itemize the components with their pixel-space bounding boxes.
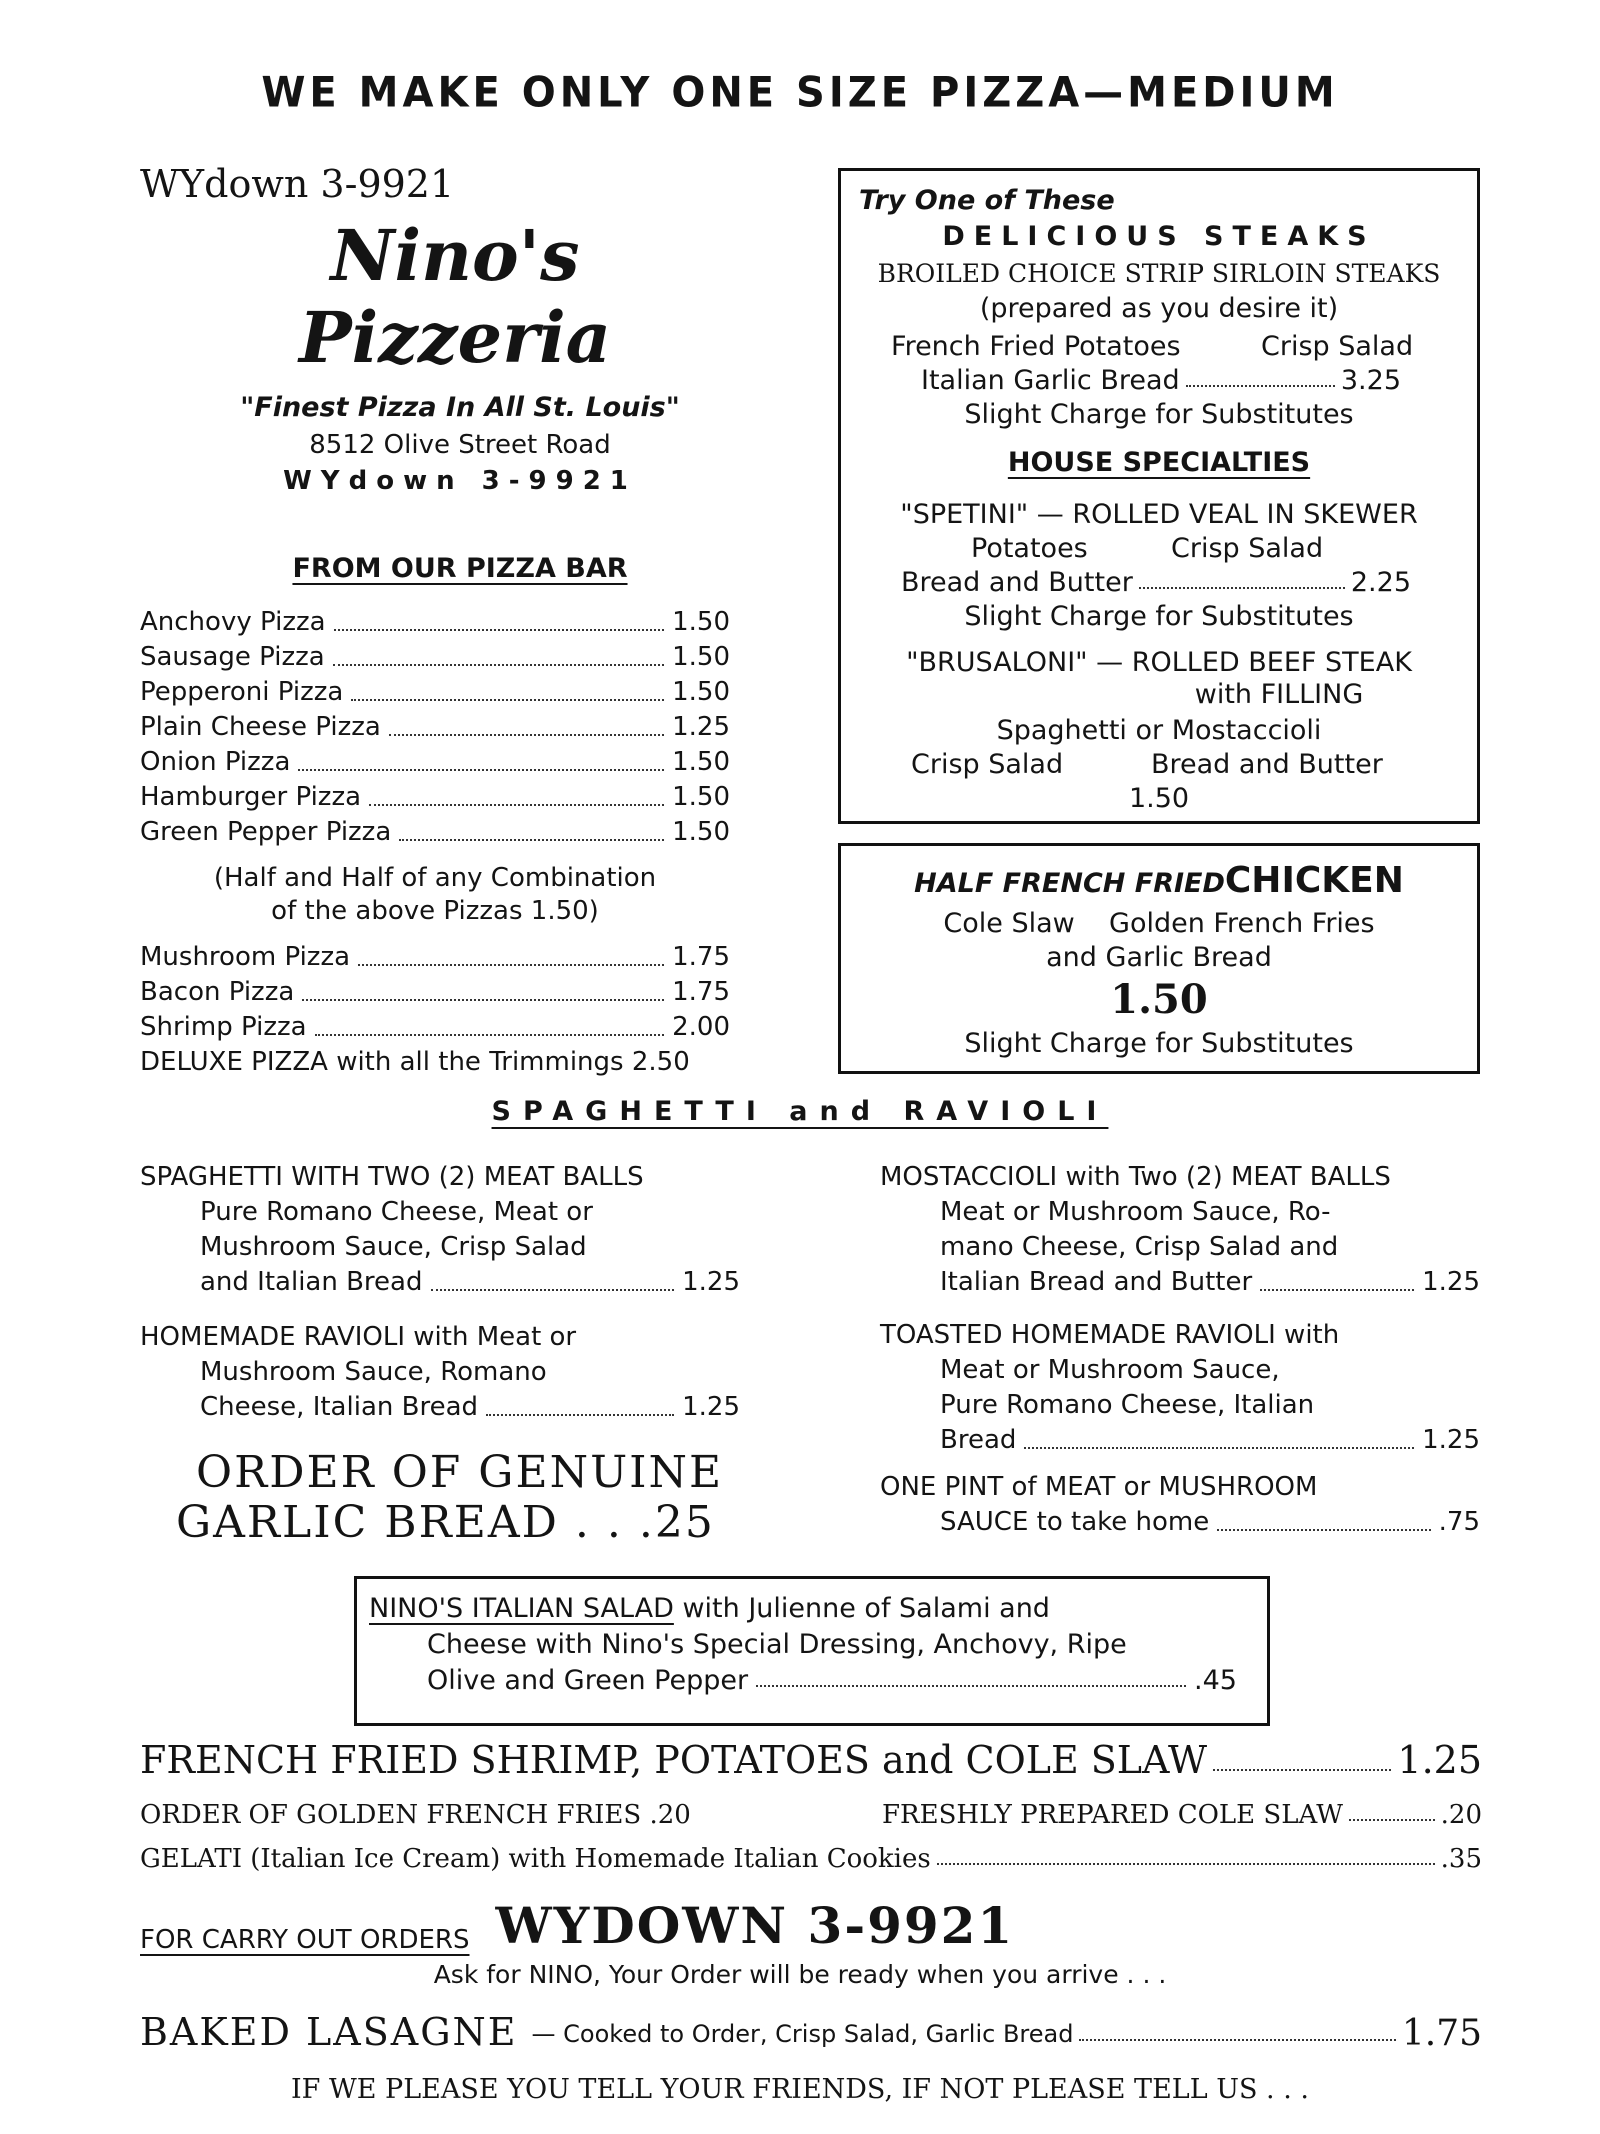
chicken-title-a: HALF FRENCH FRIED	[914, 868, 1225, 899]
salad-line-3	[427, 1665, 1237, 1696]
ravioli-item	[140, 1320, 740, 1425]
item-title: SPAGHETTI WITH TWO (2) MEAT BALLS	[140, 1162, 644, 1192]
steaks-intro: Try One of These	[859, 185, 1115, 216]
menu-row	[140, 975, 730, 1010]
slaw-row	[882, 1800, 1482, 1830]
item-desc: Mushroom Sauce, Romano	[200, 1357, 547, 1387]
item-name: Shrimp Pizza	[140, 1012, 307, 1042]
menu-row	[140, 605, 730, 640]
item-title: HOMEMADE RAVIOLI with Meat or	[140, 1322, 577, 1352]
lasagne-row	[140, 2010, 1482, 2054]
chicken-line: and Garlic Bread	[1046, 942, 1272, 973]
menu-row	[140, 745, 730, 780]
item-price: 1.50	[672, 642, 730, 672]
item-price: 1.50	[672, 677, 730, 707]
item-desc: Mushroom Sauce, Crisp Salad	[200, 1232, 587, 1262]
restaurant-logo	[290, 215, 620, 379]
item-desc: and Italian Bread	[200, 1267, 423, 1297]
item-desc: Meat or Mushroom Sauce,	[940, 1355, 1280, 1385]
half-and-half-note	[140, 862, 730, 928]
salad-desc: with Julienne of Salami and	[673, 1593, 1050, 1624]
shrimp-row	[140, 1738, 1482, 1782]
lasagne-desc: — Cooked to Order, Crisp Salad, Garlic Bread	[531, 2020, 1074, 2048]
item-price: 1.50	[672, 817, 730, 847]
spetini-note: Slight Charge for Substitutes	[964, 601, 1354, 632]
item-title: ONE PINT of MEAT or MUSHROOM	[880, 1472, 1318, 1502]
salad-box	[354, 1576, 1270, 1726]
fries-item: ORDER OF GOLDEN FRENCH FRIES .20	[140, 1800, 691, 1830]
pizza-bar-heading: FROM OUR PIZZA BAR	[292, 553, 628, 584]
item-name: Bread and Butter	[901, 567, 1133, 598]
slaw-name: FRESHLY PREPARED COLE SLAW	[882, 1800, 1343, 1830]
menu-row	[140, 815, 730, 850]
spaghetti-heading: SPAGHETTI and RAVIOLI	[491, 1096, 1109, 1127]
item-price: 1.50	[672, 747, 730, 777]
item-name: Sausage Pizza	[140, 642, 325, 672]
menu-row	[140, 710, 730, 745]
garlic-bread-offer	[176, 1448, 756, 1548]
item-price: 1.25	[682, 1267, 740, 1297]
shrimp-price: 1.25	[1397, 1738, 1482, 1782]
carry-out-label: FOR CARRY OUT ORDERS	[140, 1925, 470, 1955]
spaghetti-item	[140, 1160, 740, 1300]
item-name: Bacon Pizza	[140, 977, 295, 1007]
tagline: "Finest Pizza In All St. Louis"	[240, 392, 680, 423]
address: 8512 Olive Street Road	[309, 430, 611, 460]
menu-row	[140, 1045, 730, 1080]
ask-for-nino: Ask for NINO, Your Order will be ready when you arrive . . .	[433, 1960, 1167, 1989]
item-desc: Pure Romano Cheese, Italian	[940, 1390, 1315, 1420]
footer-line: IF WE PLEASE YOU TELL YOUR FRIENDS, IF NOT PLEASE TELL US . . .	[291, 2074, 1309, 2105]
item-name: Onion Pizza	[140, 747, 291, 777]
salad-price: .45	[1194, 1665, 1237, 1696]
item-name: Pepperoni Pizza	[140, 677, 344, 707]
item-desc: Meat or Mushroom Sauce, Ro-	[940, 1197, 1331, 1227]
item-price: 3.25	[1340, 365, 1401, 396]
header-phone: WYdown 3-9921	[140, 162, 455, 206]
steaks-heading: DELICIOUS STEAKS	[942, 221, 1376, 252]
item-name: Plain Cheese Pizza	[140, 712, 381, 742]
item-desc: Cheese, Italian Bread	[200, 1392, 479, 1422]
item-price: 1.25	[672, 712, 730, 742]
item-price: .75	[1438, 1507, 1480, 1537]
pizza-list-2	[140, 940, 730, 1080]
spetini-side: Potatoes	[971, 533, 1088, 564]
item-price: 1.75	[672, 942, 730, 972]
gelati-name: GELATI (Italian Ice Cream) with Homemade Italian Cookies	[140, 1844, 931, 1874]
item-price: 1.25	[682, 1392, 740, 1422]
specialties-heading: HOUSE SPECIALTIES	[1007, 447, 1311, 478]
logo-line-1: Nino's	[330, 214, 580, 297]
item-price: 1.50	[672, 782, 730, 812]
chicken-title	[841, 860, 1477, 901]
chicken-title-b: CHICKEN	[1224, 860, 1404, 901]
menu-row	[140, 780, 730, 815]
banner-heading: WE MAKE ONLY ONE SIZE PIZZA—MEDIUM	[261, 68, 1339, 118]
gelati-row	[140, 1844, 1482, 1874]
item-title: MOSTACCIOLI with Two (2) MEAT BALLS	[880, 1162, 1391, 1192]
item-price: 1.25	[1422, 1425, 1480, 1455]
toasted-ravioli-item	[880, 1318, 1480, 1458]
steak-side: Crisp Salad	[1261, 331, 1414, 362]
chicken-box	[838, 843, 1480, 1074]
lasagne-name: BAKED LASAGNE	[140, 2010, 518, 2054]
brusaloni-side: Bread and Butter	[1151, 749, 1383, 780]
item-name: Anchovy Pizza	[140, 607, 326, 637]
item-desc: Italian Bread and Butter	[940, 1267, 1253, 1297]
spetini-name: "SPETINI" — ROLLED VEAL IN SKEWER	[900, 499, 1418, 530]
salad-desc: Olive and Green Pepper	[427, 1665, 749, 1696]
menu-row	[140, 675, 730, 710]
salad-line-1	[369, 1593, 1279, 1624]
garlic-line: GARLIC BREAD . . .25	[176, 1497, 715, 1548]
item-title: TOASTED HOMEMADE RAVIOLI with	[880, 1320, 1340, 1350]
logo-line-2: Pizzeria	[298, 296, 612, 379]
note-line: of the above Pizzas 1.50)	[271, 896, 599, 926]
steak-bread-row	[921, 365, 1401, 396]
carry-out-phone: WYDOWN 3-9921	[495, 1896, 1015, 1955]
deluxe-pizza: DELUXE PIZZA with all the Trimmings 2.50	[140, 1047, 690, 1077]
item-price: 2.00	[672, 1012, 730, 1042]
gelati-price: .35	[1440, 1844, 1482, 1874]
menu-row	[140, 640, 730, 675]
spetini-bread-row	[901, 567, 1411, 598]
spetini-side: Crisp Salad	[1171, 533, 1324, 564]
item-desc: Bread	[940, 1425, 1017, 1455]
brusaloni-name: "BRUSALONI" — ROLLED BEEF STEAK	[906, 647, 1412, 678]
item-desc: SAUCE to take home	[940, 1507, 1210, 1537]
item-price: 1.50	[672, 607, 730, 637]
mostaccioli-item	[880, 1160, 1480, 1300]
steaks-box	[838, 168, 1480, 824]
brusaloni-name-2: with FILLING	[1194, 679, 1364, 710]
item-desc: mano Cheese, Crisp Salad and	[940, 1232, 1339, 1262]
item-price: 1.75	[672, 977, 730, 1007]
steaks-line: BROILED CHOICE STRIP SIRLOIN STEAKS	[877, 259, 1441, 288]
item-name: Hamburger Pizza	[140, 782, 362, 812]
item-name: Green Pepper Pizza	[140, 817, 392, 847]
chicken-note: Slight Charge for Substitutes	[964, 1028, 1354, 1059]
item-price: 1.25	[1422, 1267, 1480, 1297]
salad-title: NINO'S ITALIAN SALAD	[369, 1593, 674, 1624]
menu-row	[140, 940, 730, 975]
menu-row	[140, 1010, 730, 1045]
item-desc: Pure Romano Cheese, Meat or	[200, 1197, 593, 1227]
brusaloni-side: Spaghetti or Mostaccioli	[996, 715, 1322, 746]
carry-out-row	[140, 1896, 1014, 1955]
garlic-line: ORDER OF GENUINE	[196, 1447, 724, 1498]
steaks-note: Slight Charge for Substitutes	[964, 399, 1354, 430]
brusaloni-price: 1.50	[1128, 783, 1190, 814]
address-phone: WYdown 3-9921	[283, 466, 637, 496]
brusaloni-side: Crisp Salad	[911, 749, 1064, 780]
chicken-price: 1.50	[1110, 976, 1208, 1023]
pizza-list	[140, 605, 730, 850]
salad-desc: Cheese with Nino's Special Dressing, Anchovy, Ripe	[427, 1629, 1127, 1660]
sauce-item	[880, 1470, 1480, 1540]
item-name: Italian Garlic Bread	[921, 365, 1180, 396]
steaks-line: (prepared as you desire it)	[979, 293, 1339, 324]
item-name: Mushroom Pizza	[140, 942, 351, 972]
slaw-price: .20	[1440, 1800, 1482, 1830]
item-price: 2.25	[1350, 567, 1411, 598]
lasagne-price: 1.75	[1401, 2013, 1482, 2054]
note-line: (Half and Half of any Combination	[213, 863, 657, 893]
shrimp-name: FRENCH FRIED SHRIMP, POTATOES and COLE SLAW	[140, 1738, 1208, 1782]
chicken-line: Cole Slaw Golden French Fries	[943, 908, 1375, 939]
steak-side: French Fried Potatoes	[891, 331, 1181, 362]
